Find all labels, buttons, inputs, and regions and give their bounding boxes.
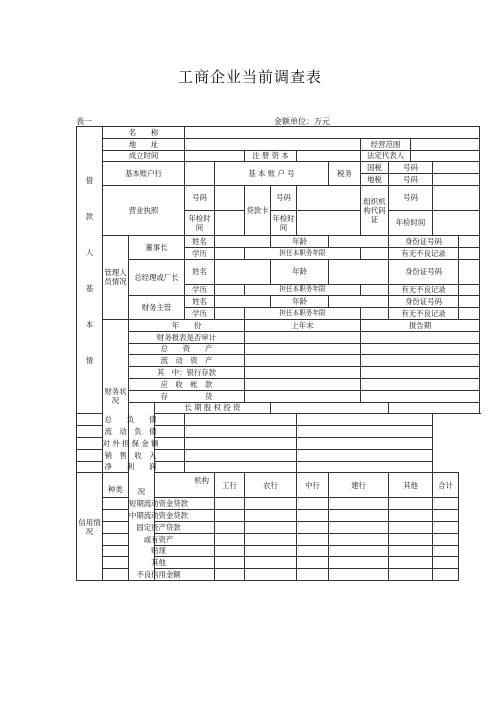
fin-row-label: 总 资 产 [129,343,245,355]
label-org-code-number: 号码 [389,185,433,210]
label-fin-id: 身份证号码 [389,296,459,308]
label-loan-card-annual: 年检时间 [271,210,297,235]
field-founded[interactable] [185,150,245,162]
field-chairman-name[interactable] [215,235,271,247]
label-loan-card: 贷款卡 [245,185,271,235]
table-label: 表一 [76,117,92,126]
field-reg-capital[interactable] [297,150,361,162]
col-icbc: 工行 [215,473,245,498]
field-loan-card-number[interactable] [297,185,361,210]
label-address: 地 址 [103,138,185,150]
label-fin-age: 年龄 [271,296,329,308]
label-business-scope: 经营范围 [361,138,411,150]
field-national-tax-number[interactable] [433,162,480,174]
label-org-code-annual: 年检时间 [389,210,433,235]
label-gm: 总经理或厂长 [129,259,185,296]
fin-row-label: 净 利 润 [77,461,185,473]
fin-cell-last[interactable] [245,343,361,355]
field-chairman-age[interactable] [329,235,389,247]
field-gm-bad[interactable] [459,284,480,296]
label-license-number: 号码 [185,185,215,210]
label-base-account: 基 本 账 户 号 [215,162,329,186]
side-label-condition: 况 [129,402,155,580]
label-license-annual: 年检时间 [185,210,215,235]
label-org-kind [103,473,215,498]
label-base-bank: 基本账户行 [103,162,185,186]
fin-cell-report[interactable] [297,437,433,449]
label-kind: 种类 [108,485,123,495]
page-title: 工商企业当前调查表 [177,68,322,86]
field-org-code-number[interactable] [433,185,480,210]
fin-cell-last[interactable] [245,367,361,379]
label-chairman: 董事长 [129,235,185,259]
label-credit-group: 信用情况 [77,473,103,581]
label-loan-card-number: 号码 [271,185,297,210]
col-total: 合计 [433,473,459,498]
field-fin-age[interactable] [329,296,389,308]
label-fin-name: 姓名 [185,296,215,308]
fin-cell-report[interactable] [361,378,480,390]
fin-cell-last[interactable] [245,390,361,402]
fin-cell-report[interactable] [361,355,480,367]
label-fin-position: 担任本职务年限 [245,308,361,320]
label-gm-bad: 有无不良记录 [389,284,459,296]
field-name[interactable] [185,127,480,139]
fin-cell-report[interactable] [297,414,433,426]
label-fin-bad: 有无不良记录 [389,308,459,320]
field-org-code-annual[interactable] [433,210,480,235]
label-chairman-name: 姓名 [185,235,215,247]
label-license: 营业执照 [103,185,185,235]
fin-row-label: 应 收 帐 款 [129,378,245,390]
label-gm-name: 姓名 [185,259,215,284]
field-gm-id[interactable] [459,259,480,284]
fin-cell-last[interactable] [245,355,361,367]
fin-cell-last[interactable] [185,414,297,426]
fin-row-label: 其 中：银行存款 [129,367,245,379]
fin-cell-report[interactable] [361,331,480,343]
label-chairman-edu: 学历 [185,247,215,259]
label-local-tax-number: 号码 [389,174,433,186]
label-local-tax: 地税 [361,174,389,186]
col-abc: 农行 [245,473,297,498]
credit-row-label: 短期流动资金贷款 [103,498,215,510]
field-license-annual[interactable] [215,210,245,235]
field-gm-position[interactable] [361,284,389,296]
field-fin-position[interactable] [361,308,389,320]
fin-cell-report[interactable] [297,449,433,461]
credit-row-label: 或有资产 [103,533,215,545]
credit-row-label: 其他 [103,557,215,569]
fin-cell-report[interactable] [361,343,480,355]
credit-row-label: 中期流动资金贷款 [103,510,215,522]
survey-form-table [76,126,480,581]
label-finance-group: 财务状况 [103,319,129,472]
fin-row-label: 总 负 债 [77,414,185,426]
fin-cell-last[interactable] [271,402,389,414]
credit-row-label: 贴现 [103,545,215,557]
label-chairman-id: 身份证号码 [389,235,459,247]
fin-cell-last[interactable] [245,331,361,343]
field-legal-rep[interactable] [411,150,480,162]
label-gm-age: 年龄 [271,259,329,284]
field-base-bank[interactable] [185,162,215,186]
label-gm-id: 身份证号码 [389,259,459,284]
label-founded: 成立时间 [103,150,185,162]
fin-row-label: 销 售 收 入 [77,449,185,461]
fin-cell-report[interactable] [361,390,480,402]
field-fin-edu[interactable] [215,308,245,320]
field-gm-edu[interactable] [215,284,245,296]
label-last-year-end: 上年末 [245,319,361,331]
label-national-tax: 国税 [361,162,389,174]
label-finance-head: 财务主管 [129,296,185,320]
field-fin-id[interactable] [459,296,480,308]
fin-cell-report[interactable] [297,426,433,438]
label-gm-position: 担任本职务年限 [245,284,361,296]
field-gm-age[interactable] [329,259,389,284]
label-legal-rep: 法定代表人 [361,150,411,162]
label-year: 年 份 [129,319,245,331]
label-org-code: 组织机构代码证 [361,185,389,235]
fin-cell-report[interactable] [297,461,433,473]
fin-cell-last[interactable] [245,378,361,390]
credit-row-label: 固定资产贷款 [103,521,215,533]
side-label-borrower: 借 款 人 基 本 情 [77,127,103,414]
fin-cell-report[interactable] [361,367,480,379]
field-chairman-id[interactable] [459,235,480,247]
label-chairman-age: 年龄 [271,235,329,247]
fin-cell-last[interactable] [185,426,297,438]
fin-cell-last[interactable] [185,461,297,473]
label-tax: 税务 [329,162,361,186]
fin-row-label: 财务报表是否审计 [129,331,245,343]
field-chairman-edu[interactable] [215,247,245,259]
label-name: 名 称 [103,127,185,139]
label-reg-capital: 注 册 资 本 [245,150,297,162]
fin-cell-last[interactable] [185,449,297,461]
col-other: 其他 [389,473,433,498]
label-mgmt-group: 管理人员情况 [103,235,129,319]
fin-row-label: 流 动 负 债 [77,426,185,438]
field-gm-name[interactable] [215,259,271,284]
field-fin-name[interactable] [215,296,271,308]
fin-cell-last[interactable] [185,437,297,449]
field-business-scope[interactable] [411,138,480,150]
fin-row-label: 长 期 股 权 投 资 [155,402,271,414]
fin-cell-report[interactable] [389,402,480,414]
field-license-number[interactable] [215,185,245,210]
field-local-tax-number[interactable] [433,174,480,186]
col-boc: 中行 [297,473,329,498]
field-address[interactable] [185,138,361,150]
label-chairman-position: 担任本职务年限 [245,247,361,259]
col-ccb: 建行 [329,473,389,498]
field-fin-bad[interactable] [459,308,480,320]
label-chairman-bad: 有无不良记录 [389,247,459,259]
unit-label: 金额单位：万元 [274,117,330,126]
label-gm-edu: 学历 [185,284,215,296]
fin-row-label: 存 货 [129,390,245,402]
label-report-period: 报告期 [361,319,480,331]
credit-row-label: 不良信用金额 [103,569,215,581]
field-chairman-bad[interactable] [459,247,480,259]
field-loan-card-annual[interactable] [297,210,361,235]
fin-row-label: 流 动 资 产 [129,355,245,367]
label-fin-edu: 学历 [185,308,215,320]
fin-row-label: 对 外 担 保 金 额 [77,437,185,449]
field-chairman-position[interactable] [361,247,389,259]
label-org: 机构 [194,476,209,486]
label-national-tax-number: 号码 [389,162,433,174]
